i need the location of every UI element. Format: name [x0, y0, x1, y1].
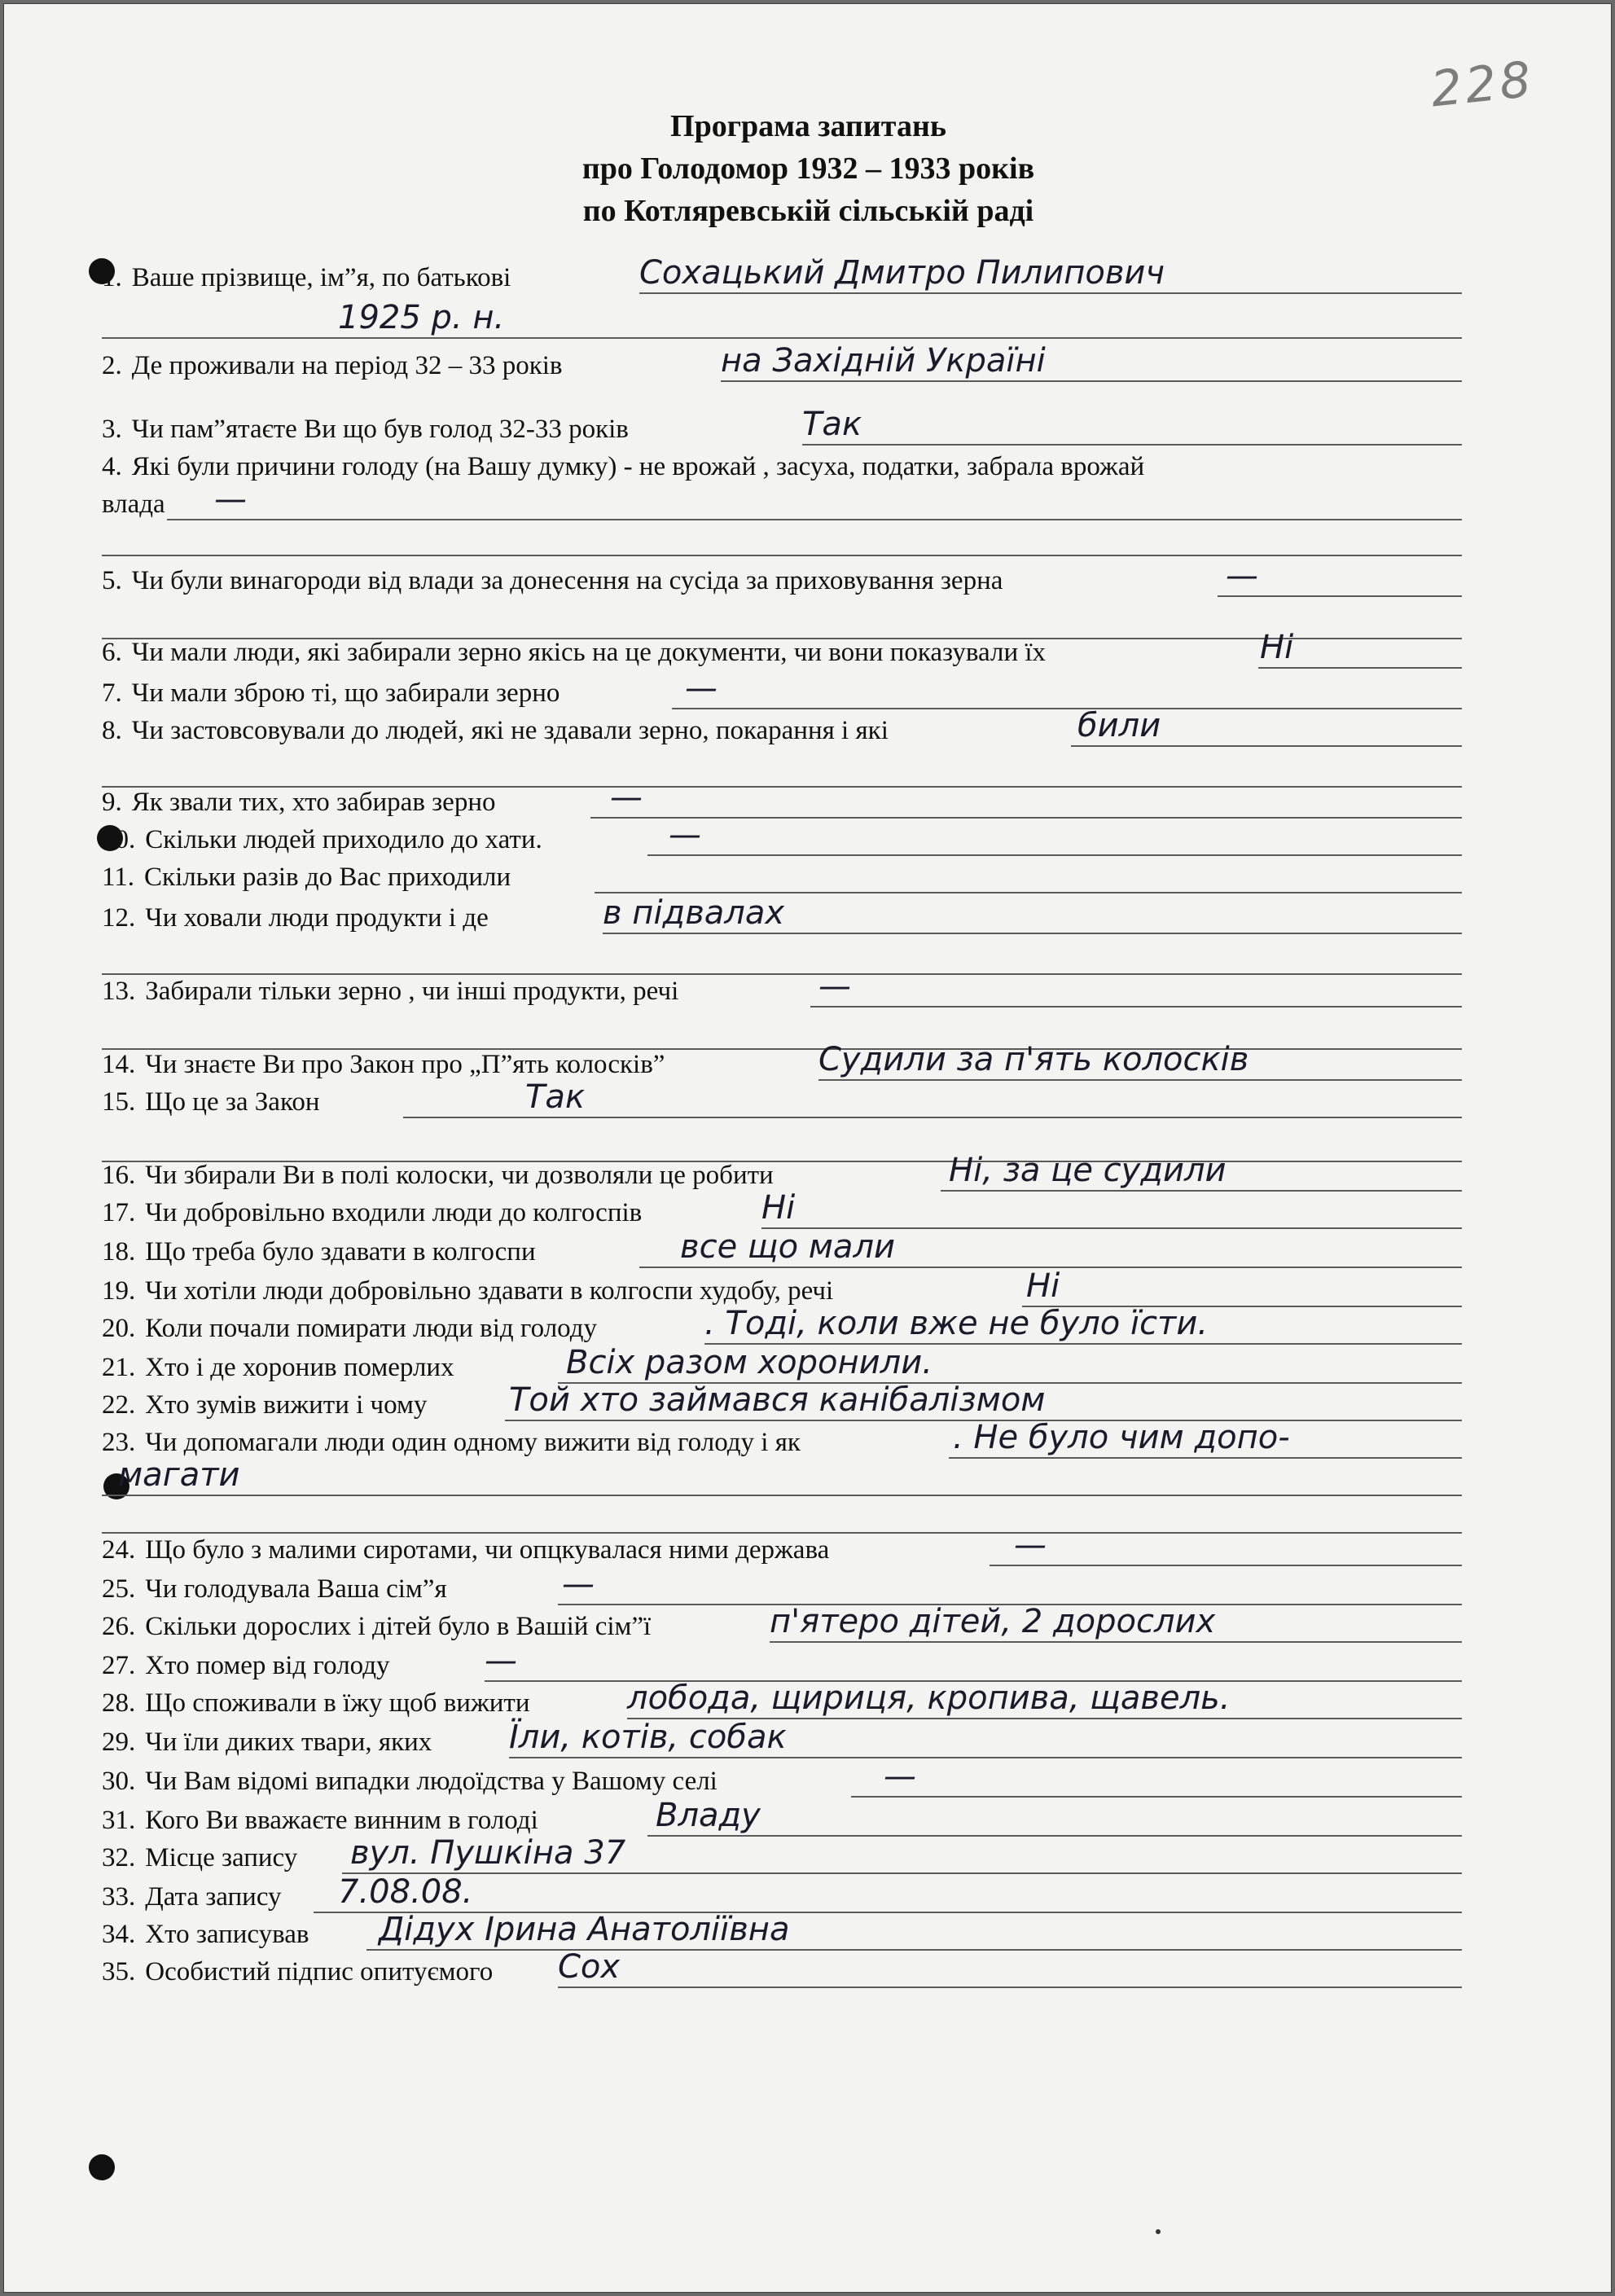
- handwritten-answer: лобода, щириця, кропива, щавель.: [627, 1679, 1231, 1717]
- question-text: Чи голодувала Ваша сім”я: [145, 1574, 447, 1604]
- answer-line: [639, 292, 1462, 294]
- question-row: [102, 1649, 390, 1682]
- question-row: [102, 1312, 597, 1345]
- question-number: 22.: [102, 1390, 136, 1420]
- question-number: 8.: [102, 716, 122, 745]
- handwritten-answer: Судили за п'ять колосків: [818, 1041, 1249, 1078]
- answer-line: [603, 933, 1462, 934]
- handwritten-answer: Той хто займався канібалізмом: [509, 1381, 1046, 1419]
- handwritten-answer: Дідух Ірина Анатоліївна: [379, 1911, 790, 1948]
- answer-line: [558, 1987, 1462, 1988]
- question-number: 15.: [102, 1087, 136, 1117]
- handwritten-answer: Ні: [1026, 1267, 1060, 1305]
- form-title-line: про Голодомор 1932 – 1933 років: [581, 151, 1035, 186]
- question-row: [102, 1159, 774, 1192]
- question-row: [102, 349, 562, 382]
- question-text: Чи збирали Ви в полі колоски, чи дозволяли це робити: [145, 1161, 774, 1190]
- paper-speck: [1156, 2229, 1161, 2234]
- question-text: Чи хотіли люди добровільно здавати в колгоспи худобу, речі: [145, 1276, 834, 1306]
- handwritten-answer: Ні: [761, 1189, 796, 1227]
- form-sheet: [3, 3, 1612, 2293]
- question-text: Чи допомагали люди один одному вижити від голоду і як: [145, 1428, 801, 1457]
- question-row: [102, 636, 1046, 669]
- handwritten-answer: —: [610, 779, 643, 816]
- answer-line: [647, 854, 1462, 856]
- question-row: [102, 1236, 536, 1268]
- question-row: [102, 1086, 319, 1118]
- question-text: Ваше прізвище, ім”я, по батькові: [131, 263, 511, 292]
- question-number: 16.: [102, 1161, 136, 1190]
- handwritten-answer: били: [1077, 707, 1161, 744]
- form-title-line: Програма запитань: [670, 109, 946, 143]
- handwritten-answer: Так: [802, 406, 862, 443]
- question-text: Які були причини голоду (на Вашу думку) - не врожай , засуха, податки, забрала врожай: [131, 452, 1145, 481]
- question-number: 30.: [102, 1767, 136, 1796]
- question-number: 3.: [102, 415, 122, 444]
- answer-line: [941, 1190, 1462, 1192]
- page-number: 228: [1428, 50, 1537, 119]
- question-row: [102, 823, 542, 856]
- question-number: 33.: [102, 1882, 136, 1912]
- handwritten-answer: —: [818, 968, 851, 1005]
- handwritten-answer: —: [884, 1758, 916, 1795]
- question-text: Особистий підпис опитуємого: [145, 1957, 494, 1987]
- handwritten-answer: Ні: [1260, 629, 1294, 666]
- question-row: [102, 861, 511, 893]
- question-row: [102, 786, 496, 819]
- handwritten-answer: —: [1226, 557, 1258, 595]
- question-text: Чи ховали люди продукти і де: [145, 903, 489, 933]
- handwritten-answer: —: [485, 1642, 517, 1679]
- question-row: [102, 1275, 833, 1307]
- question-row: [102, 450, 1144, 483]
- question-number: 4.: [102, 452, 122, 481]
- question-row: [102, 1804, 538, 1837]
- question-text: Що треба було здавати в колгоспи: [145, 1237, 536, 1267]
- question-number: 24.: [102, 1535, 136, 1565]
- question-number: 9.: [102, 788, 122, 817]
- question-number: 34.: [102, 1920, 136, 1949]
- question-row: [102, 1389, 427, 1421]
- handwritten-answer: вул. Пушкіна 37: [350, 1834, 626, 1872]
- handwritten-answer: . Не було чим допо-: [953, 1419, 1290, 1456]
- question-row: [102, 1881, 282, 1913]
- question-text: Чи мали зброю ті, що забирали зерно: [131, 678, 560, 708]
- answer-line: [102, 337, 1462, 339]
- question-number: 29.: [102, 1727, 136, 1757]
- question-row: [102, 902, 489, 934]
- question-number: 27.: [102, 1651, 136, 1680]
- question-number: 25.: [102, 1574, 136, 1604]
- question-text: Чи знаєте Ви про Закон про „П”ять колосків”: [145, 1050, 665, 1079]
- question-text: Чи їли диких твари, яких: [145, 1727, 432, 1757]
- question-number: 14.: [102, 1050, 136, 1079]
- question-row: [102, 488, 165, 520]
- handwritten-answer: —: [562, 1565, 595, 1603]
- question-number: 28.: [102, 1688, 136, 1718]
- answer-line: [102, 1495, 1462, 1496]
- question-row: [102, 1765, 718, 1798]
- answer-line: [590, 817, 1462, 819]
- handwritten-answer: Всіх разом хоронили.: [566, 1344, 933, 1381]
- handwritten-answer: в підвалах: [603, 894, 785, 932]
- answer-line: [810, 1006, 1462, 1008]
- question-row: [102, 261, 511, 294]
- question-row: [102, 413, 629, 446]
- handwritten-answer: на Західній Україні: [721, 342, 1046, 380]
- question-text: Чи Вам відомі випадки людоїдства у Вашому селі: [145, 1767, 718, 1796]
- question-text: Хто і де хоронив померлих: [145, 1353, 454, 1382]
- question-row: [102, 1842, 297, 1874]
- question-number: 1.: [102, 263, 122, 292]
- question-text: Хто записував: [145, 1920, 309, 1949]
- question-number: 31.: [102, 1806, 136, 1835]
- answer-line: [403, 1117, 1462, 1118]
- answer-line: [672, 708, 1462, 709]
- answer-line: [770, 1641, 1462, 1643]
- answer-line: [949, 1457, 1462, 1459]
- question-number: 17.: [102, 1198, 136, 1227]
- form-title-line: по Котляревській сільській раді: [582, 194, 1034, 228]
- question-row: [102, 1573, 447, 1605]
- answer-line: [366, 1949, 1462, 1951]
- question-row: [102, 1426, 801, 1459]
- answer-line: [818, 1079, 1462, 1081]
- handwritten-answer: —: [669, 816, 701, 854]
- question-number: 7.: [102, 678, 122, 708]
- question-text: Чи пам”ятаєте Ви що був голод 32-33 років: [131, 415, 629, 444]
- answer-line: [851, 1796, 1462, 1798]
- handwritten-answer: п'ятеро дітей, 2 дорослих: [770, 1603, 1216, 1640]
- question-text: Що це за Закон: [145, 1087, 320, 1117]
- question-text: Що було з малими сиротами, чи опцкувалася ними держава: [145, 1535, 830, 1565]
- question-text: Чи добровільно входили люди до колгоспів: [145, 1198, 643, 1227]
- question-row: [102, 1048, 665, 1081]
- question-row: [102, 1196, 642, 1229]
- question-row: [102, 714, 889, 747]
- question-text: Скільки людей приходило до хати.: [145, 825, 542, 854]
- handwritten-answer: Так: [525, 1078, 586, 1116]
- question-text: Скільки дорослих і дітей було в Вашій сім”ї: [145, 1612, 652, 1641]
- answer-line: [721, 380, 1462, 382]
- question-text: Чи були винагороди від влади за донесення на сусіда за приховування зерна: [131, 566, 1003, 595]
- question-number: 13.: [102, 977, 136, 1006]
- handwritten-answer: Сохацький Дмитро Пилипович: [639, 254, 1165, 292]
- question-text: Хто помер від голоду: [145, 1651, 390, 1680]
- question-row: [102, 1351, 454, 1384]
- handwritten-answer: Владу: [656, 1797, 761, 1834]
- question-text: Як звали тих, хто забирав зерно: [131, 788, 496, 817]
- answer-line: [342, 1872, 1462, 1874]
- question-number: 23.: [102, 1428, 136, 1457]
- question-row: [102, 1534, 829, 1566]
- handwritten-answer: все що мали: [680, 1228, 896, 1266]
- question-number: 18.: [102, 1237, 136, 1267]
- handwritten-answer: —: [1014, 1526, 1047, 1564]
- question-number: 10.: [102, 825, 136, 854]
- question-row: [102, 1956, 493, 1988]
- question-number: 6.: [102, 638, 122, 667]
- question-text: Де проживали на період 32 – 33 років: [131, 351, 563, 380]
- handwritten-answer: —: [685, 669, 718, 707]
- question-number: 12.: [102, 903, 136, 933]
- handwritten-answer: . Тоді, коли вже не було їсти.: [704, 1305, 1209, 1342]
- question-text: Чи мали люди, які забирали зерно якісь на це документи, чи вони показували їх: [131, 638, 1047, 667]
- handwritten-answer: Їли, котів, собак: [509, 1719, 787, 1756]
- handwritten-answer: —: [214, 481, 247, 518]
- handwritten-answer: Сох: [558, 1948, 621, 1986]
- answer-line: [167, 519, 1462, 520]
- handwritten-answer: магати: [118, 1456, 240, 1494]
- question-text: Місце запису: [145, 1843, 298, 1872]
- question-row: [102, 1918, 309, 1951]
- handwritten-answer: 7.08.08.: [338, 1873, 473, 1911]
- question-row: [102, 677, 560, 709]
- question-text: Чи застовсовували до людей, які не здавали зерно, покарання і які: [131, 716, 889, 745]
- question-number: 5.: [102, 566, 122, 595]
- answer-line: [509, 1757, 1462, 1758]
- question-row: [102, 1687, 529, 1719]
- question-number: 35.: [102, 1957, 136, 1987]
- answer-line: [990, 1565, 1462, 1566]
- question-text: Дата запису: [145, 1882, 282, 1912]
- question-text: Скільки разів до Вас приходили: [144, 863, 511, 892]
- question-number: 32.: [102, 1843, 136, 1872]
- answer-line: [802, 444, 1462, 446]
- question-row: [102, 1610, 651, 1643]
- question-number: 2.: [102, 351, 122, 380]
- punch-hole: [89, 2154, 115, 2180]
- question-number: 26.: [102, 1612, 136, 1641]
- question-row: [102, 1726, 432, 1758]
- question-number: 21.: [102, 1353, 136, 1382]
- answer-line: [647, 1835, 1462, 1837]
- question-text: Кого Ви вважаєте винним в голоді: [145, 1806, 538, 1835]
- question-text: Забирали тільки зерно , чи інші продукти, речі: [145, 977, 679, 1006]
- answer-line: [1071, 745, 1462, 747]
- answer-line: [1258, 667, 1462, 669]
- question-row: [102, 975, 678, 1008]
- question-number: 20.: [102, 1314, 136, 1343]
- handwritten-answer: Ні, за це судили: [949, 1152, 1227, 1189]
- question-number: 11.: [102, 863, 135, 892]
- question-number: 19.: [102, 1276, 136, 1306]
- question-text: Хто зумів вижити і чому: [145, 1390, 428, 1420]
- question-text: влада: [102, 489, 165, 519]
- question-text: Що споживали в їжу щоб вижити: [145, 1688, 530, 1718]
- answer-line: [1218, 595, 1462, 597]
- question-text: Коли почали помирати люди від голоду: [145, 1314, 597, 1343]
- question-row: [102, 564, 1003, 597]
- handwritten-answer: 1925 р. н.: [338, 299, 505, 336]
